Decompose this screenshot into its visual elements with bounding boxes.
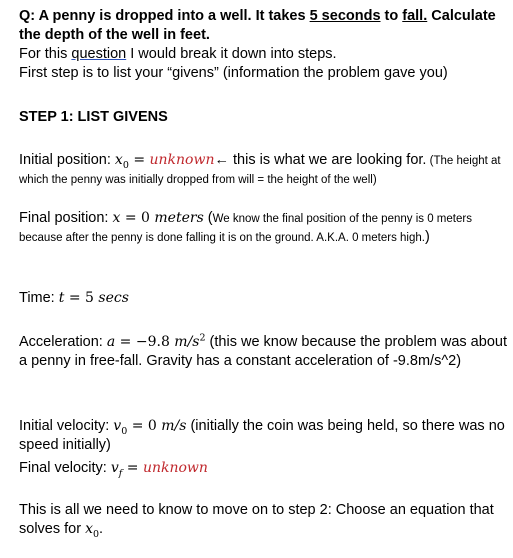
initial-position-math [114, 152, 215, 171]
closing-math [85, 521, 100, 540]
question-prefix: Q: A penny is dropped into a well. It takes [19, 8, 310, 24]
initial-position-eq: = [128, 152, 150, 168]
time-unit: secs [98, 290, 129, 306]
time-eq: = 5 [64, 290, 99, 306]
final-position-paren-close: ) [424, 229, 430, 245]
intro-line-2: First step is to list your “givens” (information the problem gave you) [19, 65, 448, 81]
final-velocity-var: v [110, 460, 119, 476]
question-seconds: 5 seconds [309, 8, 381, 24]
initial-velocity-note: (initially the coin was being held, so there was no speed initially) [19, 418, 505, 453]
initial-position-label: Initial position: [19, 152, 115, 168]
initial-velocity-item [19, 417, 507, 455]
initial-velocity-sub: 0 [121, 425, 128, 437]
final-position-math [113, 210, 204, 226]
closing-paragraph [19, 501, 507, 539]
final-velocity-value: unknown [142, 460, 208, 476]
acceleration-item [19, 333, 507, 371]
final-position-small-note: We know the final position of the penny is 0 meters because after the penny is done falling it is on the ground. A.K.A. 0 meters high. [19, 213, 472, 244]
question-fall: fall. [402, 8, 428, 24]
final-position-var: x [112, 210, 121, 226]
intro-line-1-b: I would break it down into steps. [126, 46, 337, 62]
initial-position-value: unknown [149, 152, 215, 168]
final-velocity-eq: = [122, 460, 143, 476]
time-math [59, 290, 129, 306]
question-suffix: Calculate the depth of the well in feet. [19, 8, 496, 43]
acceleration-exp: 2 [199, 332, 206, 344]
acceleration-note: (this we know because the problem was about a penny in free-fall. Gravity has a constant acceleration of -9.8m/s^2) [19, 334, 507, 369]
final-position-label: Final position: [19, 210, 113, 226]
initial-velocity-unit: m/s [161, 418, 187, 434]
question-text [19, 7, 507, 45]
initial-velocity-math [113, 418, 187, 437]
intro-question-link: question [71, 46, 127, 62]
left-arrow-icon: ← [214, 152, 229, 168]
final-velocity-sub: f [118, 467, 123, 479]
time-item [19, 289, 507, 308]
intro-line-1-a: For this [19, 46, 72, 62]
initial-position-note: this is what we are looking for. [228, 152, 427, 168]
acceleration-math [107, 334, 206, 350]
step1-heading: STEP 1: LIST GIVENS [19, 109, 168, 125]
initial-velocity-label: Initial velocity: [19, 418, 114, 434]
initial-position-item [19, 151, 507, 189]
initial-position-var: x [114, 152, 123, 168]
final-position-eq: = 0 [120, 210, 155, 226]
acceleration-var: a [106, 334, 116, 350]
initial-position-small-note: (The height at which the penny was initially dropped from will = the height of the well) [19, 155, 501, 186]
final-velocity-item [19, 459, 507, 478]
final-position-paren-open: ( [203, 210, 213, 226]
closing-text: This is all we need to know to move on to step 2: Choose an equation that solves for [19, 502, 494, 537]
acceleration-unit: m/s [174, 334, 200, 350]
final-position-item [19, 209, 507, 247]
acceleration-eq: = −9.8 [115, 334, 175, 350]
closing-end: . [99, 521, 104, 537]
final-position-unit: meters [154, 210, 204, 226]
acceleration-label: Acceleration: [19, 334, 107, 350]
time-label: Time: [19, 290, 59, 306]
final-velocity-math [110, 460, 208, 479]
initial-velocity-eq: = 0 [127, 418, 162, 434]
closing-var: x [85, 521, 93, 537]
time-var: t [58, 290, 65, 306]
initial-velocity-var: v [113, 418, 122, 434]
final-velocity-label: Final velocity: [19, 460, 111, 476]
question-mid: to [380, 8, 403, 24]
initial-position-sub: 0 [122, 159, 129, 171]
intro-line-1 [19, 45, 507, 64]
closing-sub: 0 [93, 528, 100, 540]
